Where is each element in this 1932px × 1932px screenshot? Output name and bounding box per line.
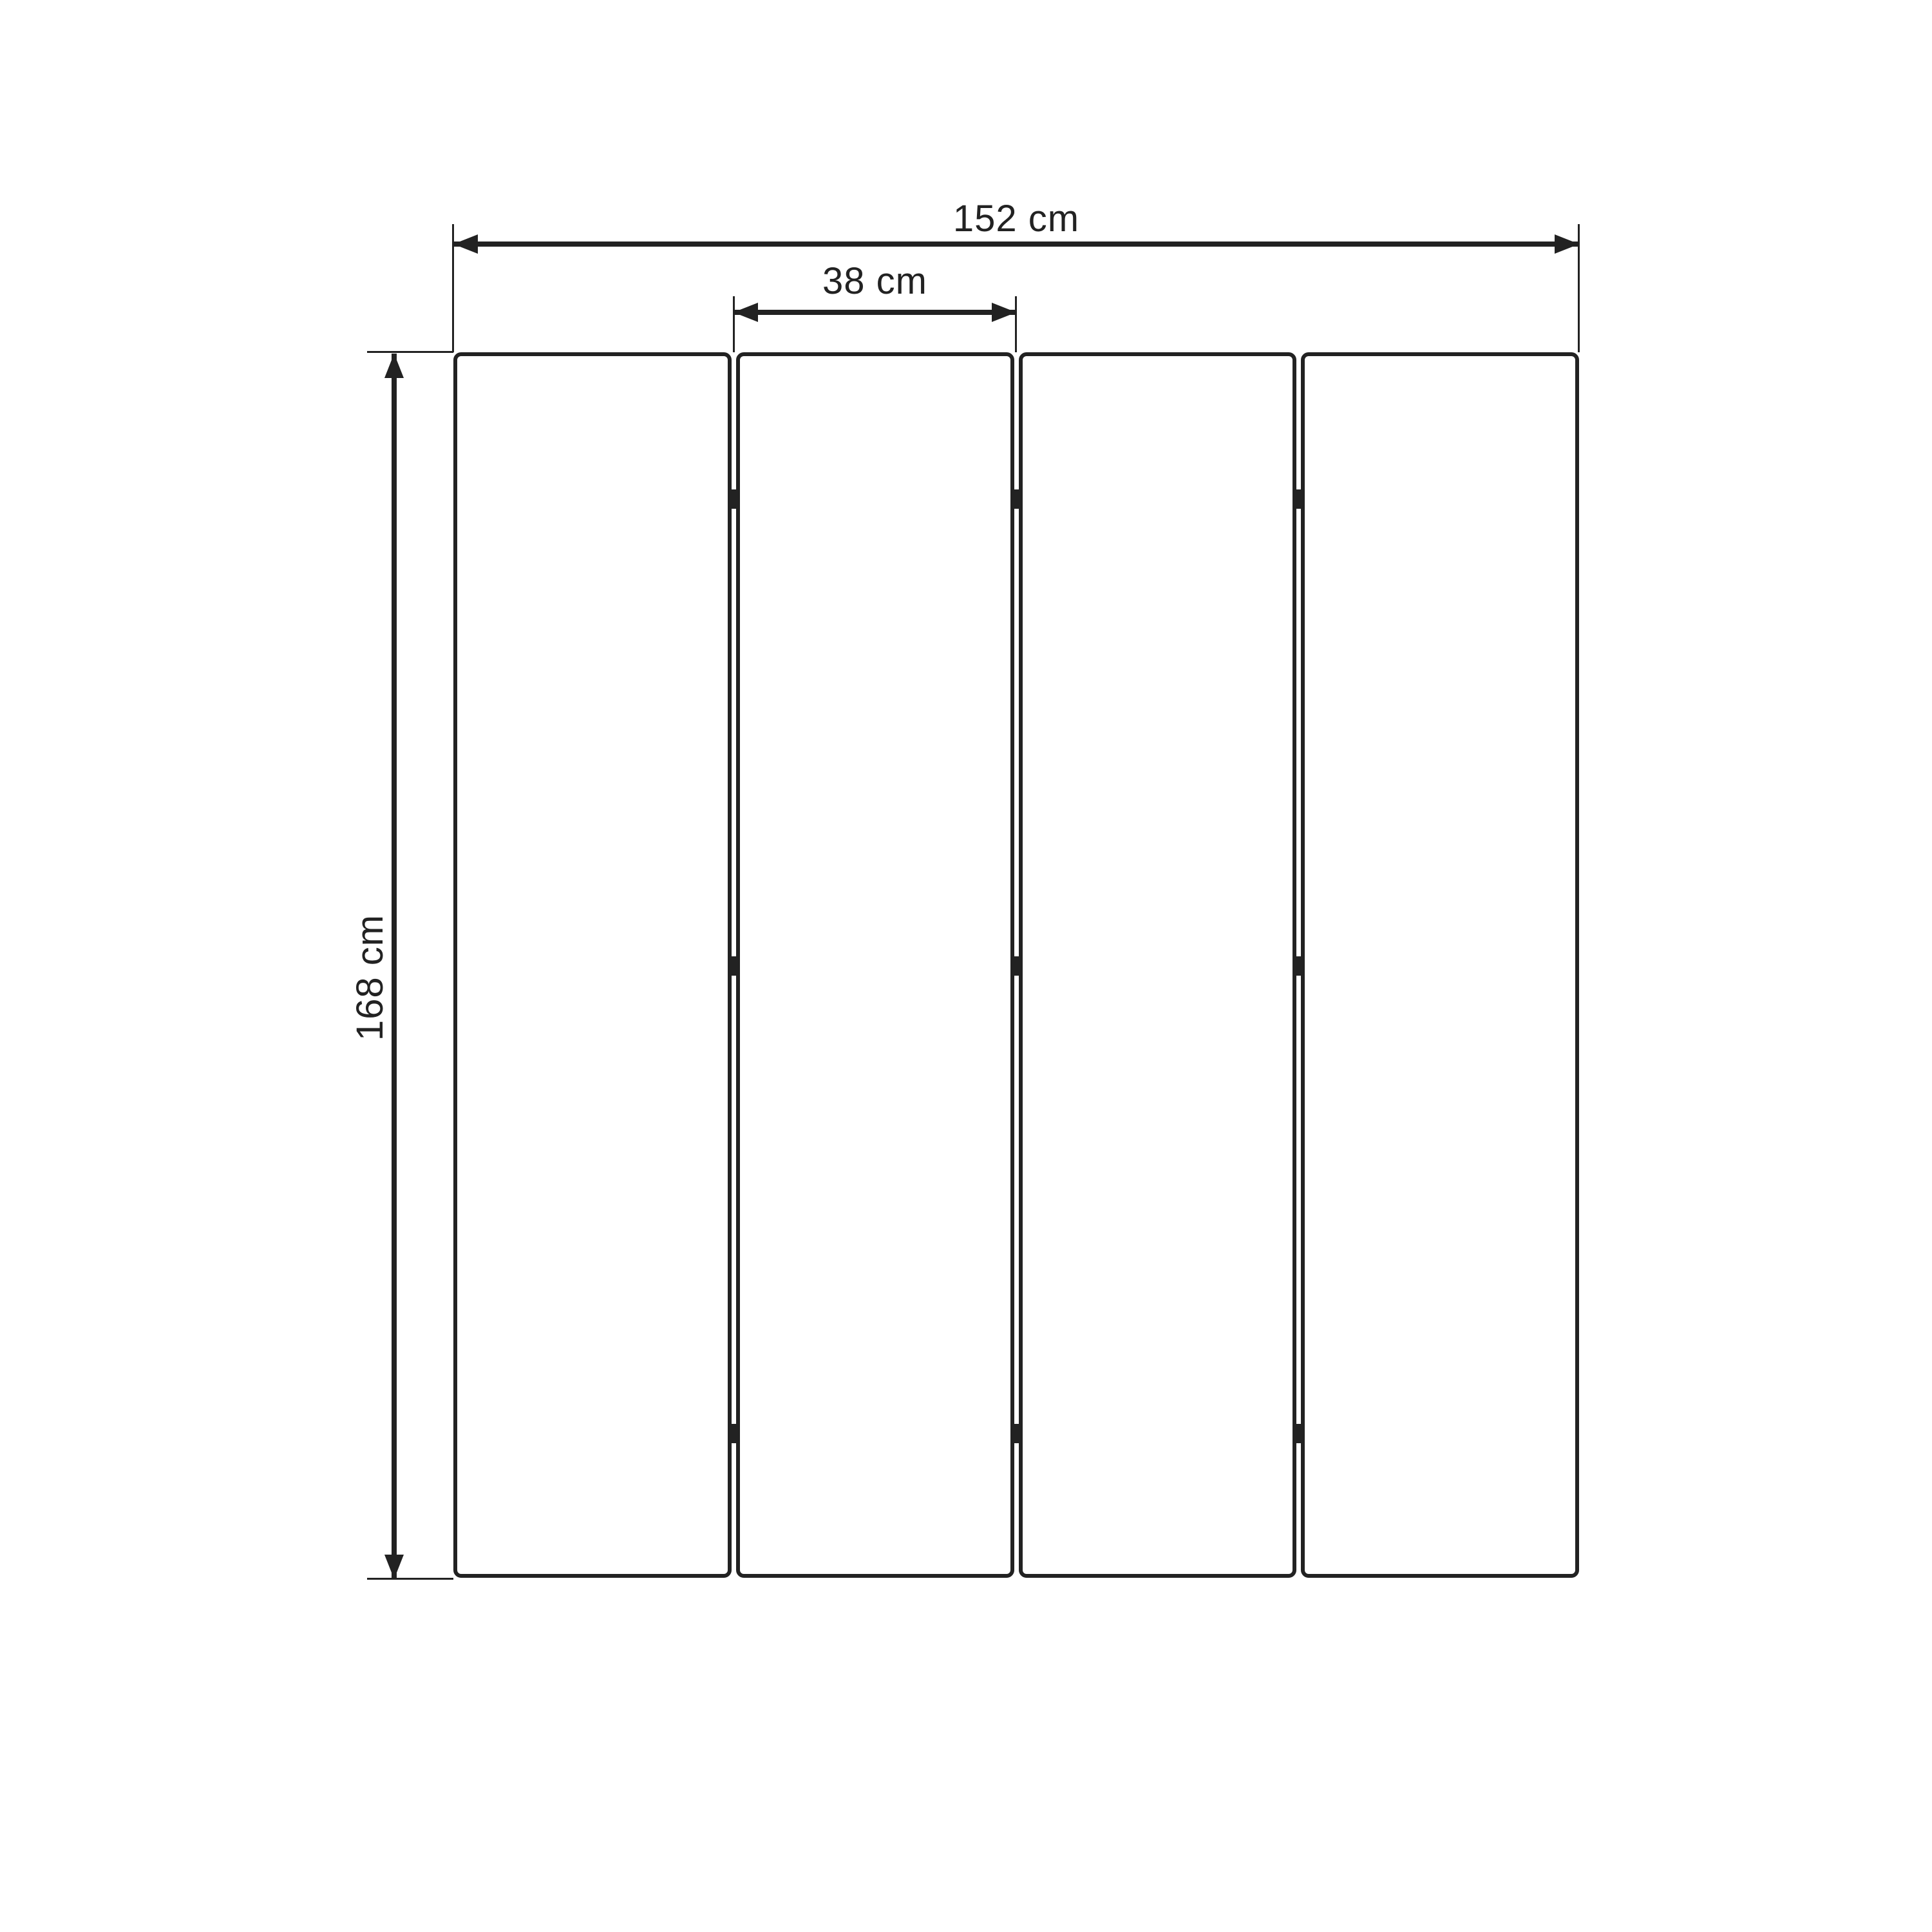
panel-1 bbox=[453, 352, 732, 1578]
hinge bbox=[1011, 956, 1021, 976]
dimension-line bbox=[734, 310, 1016, 315]
dimension-line bbox=[453, 242, 1579, 247]
arrowhead-right-icon bbox=[992, 303, 1016, 322]
total-width-label: 152 cm bbox=[952, 198, 1080, 240]
hinge bbox=[728, 1424, 739, 1443]
panel-3 bbox=[1019, 352, 1297, 1578]
hinge bbox=[728, 489, 739, 509]
height-label: 168 cm bbox=[349, 914, 391, 1041]
panel-2 bbox=[736, 352, 1014, 1578]
hinge bbox=[1294, 956, 1304, 976]
arrowhead-down-icon bbox=[384, 1555, 404, 1579]
hinge bbox=[1294, 1424, 1304, 1443]
arrowhead-left-icon bbox=[734, 303, 758, 322]
hinge bbox=[1294, 489, 1304, 509]
panel-4 bbox=[1301, 352, 1579, 1578]
panel-width-label: 38 cm bbox=[822, 260, 927, 302]
hinge bbox=[1011, 1424, 1021, 1443]
extension-line bbox=[367, 1578, 453, 1580]
arrowhead-up-icon bbox=[384, 354, 404, 378]
dimension-line bbox=[392, 354, 397, 1579]
extension-line bbox=[367, 351, 453, 353]
hinge bbox=[1011, 489, 1021, 509]
hinge bbox=[728, 956, 739, 976]
